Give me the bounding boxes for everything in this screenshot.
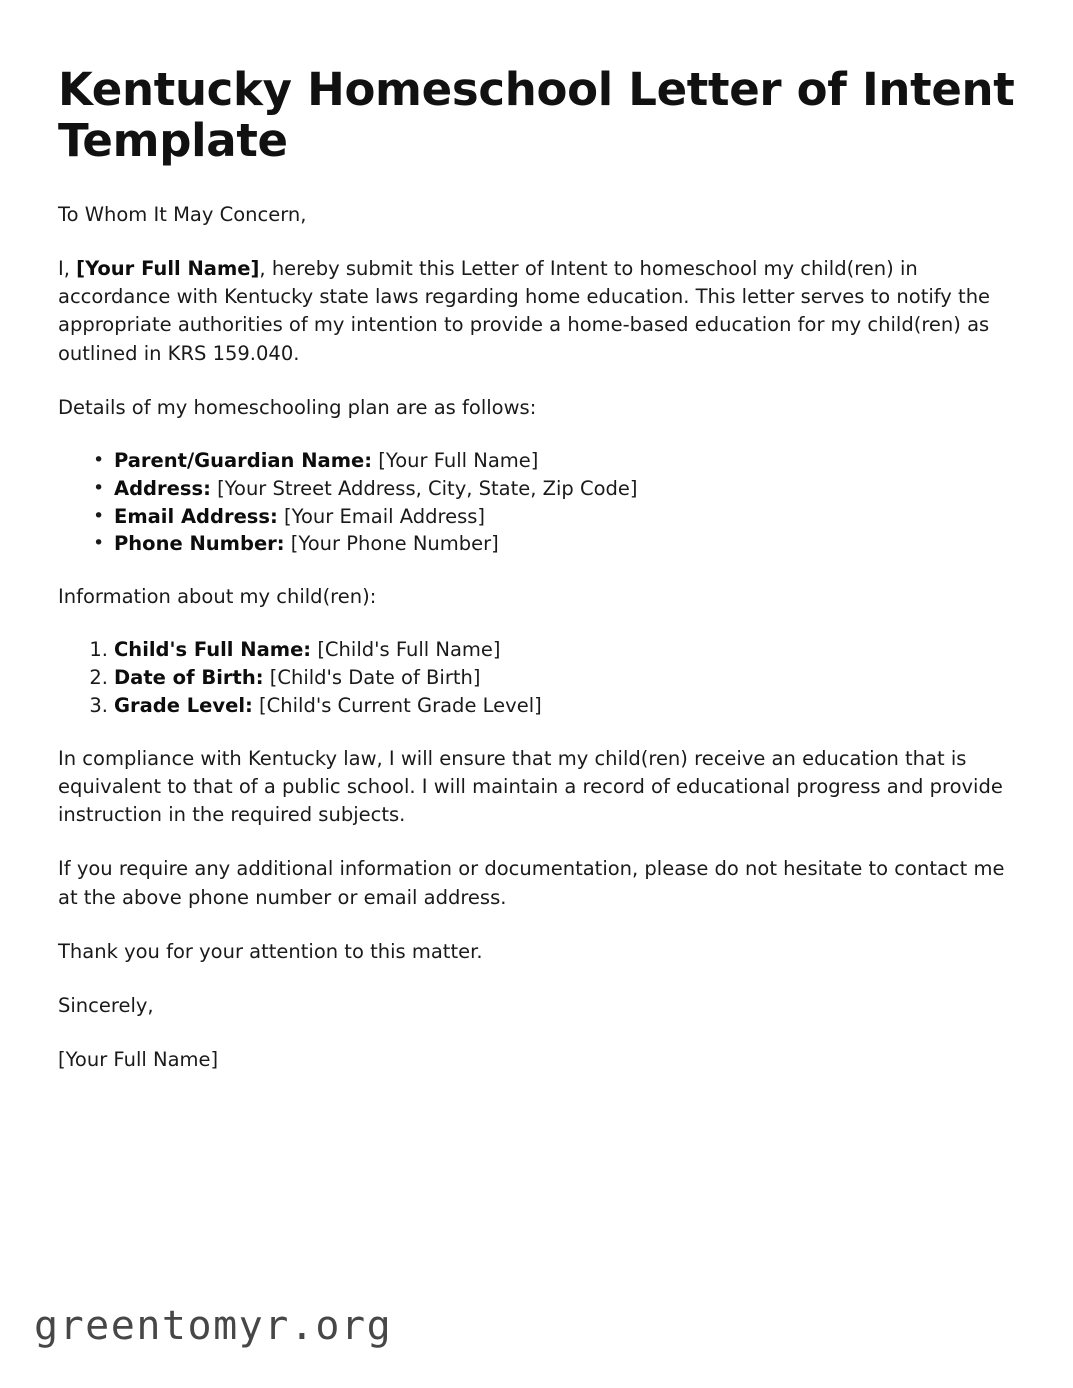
child-details-list [58, 637, 1015, 718]
intro-paragraph [58, 255, 1015, 368]
details-lead-paragraph: Details of my homeschooling plan are as follows: [58, 395, 537, 419]
list-item-value: [Your Phone Number] [290, 532, 499, 556]
list-item-label: Email Address: [114, 504, 278, 528]
list-item [114, 504, 1015, 530]
closing-line: Sincerely, [58, 994, 154, 1018]
contact-paragraph: If you require any additional information or documentation, please do not hesitate to contact me at the above phone number or email address. [58, 857, 1005, 909]
site-watermark: greentomyr.org [34, 1303, 393, 1349]
list-item [114, 665, 1015, 691]
list-item-label: Date of Birth: [114, 666, 264, 690]
list-item-value: [Child's Full Name] [317, 638, 501, 662]
parent-details-list [58, 448, 1015, 557]
signature-name: [Your Full Name] [58, 1048, 219, 1072]
list-item [114, 531, 1015, 557]
list-item-label: Address: [114, 476, 211, 500]
list-item-label: Parent/Guardian Name: [114, 449, 373, 473]
list-item [114, 637, 1015, 663]
intro-name-placeholder: [Your Full Name] [76, 256, 260, 280]
intro-before-name: I, [58, 256, 77, 280]
list-item-label: Child's Full Name: [114, 638, 312, 662]
list-item-value: [Child's Current Grade Level] [259, 693, 542, 717]
list-item-value: [Your Full Name] [378, 449, 539, 473]
list-item [114, 448, 1015, 474]
compliance-paragraph: In compliance with Kentucky law, I will ensure that my child(ren) receive an education that is equivalent to that of a public school. I will maintain a record of educational progress and provide instruction in the required subjects. [58, 746, 1003, 827]
list-item-value: [Child's Date of Birth] [269, 666, 481, 690]
intro-after-name: , hereby submit this Letter of Intent to homeschool my child(ren) in accordance with Kentucky state laws regarding home education. This letter serves to notify the appropriate authorities of my intention to provide a home-based education for my child(ren) as outlined in KRS 159.040. [58, 256, 991, 365]
salutation-paragraph: To Whom It May Concern, [58, 202, 307, 226]
list-item [114, 693, 1015, 719]
list-item [114, 476, 1015, 502]
list-item-value: [Your Email Address] [284, 504, 486, 528]
list-item-label: Phone Number: [114, 532, 285, 556]
list-item-value: [Your Street Address, City, State, Zip Code] [217, 476, 638, 500]
thanks-paragraph: Thank you for your attention to this matter. [58, 939, 483, 963]
list-item-label: Grade Level: [114, 693, 253, 717]
page-title: Kentucky Homeschool Letter of Intent Template [58, 63, 1015, 168]
child-lead-paragraph: Information about my child(ren): [58, 585, 377, 609]
